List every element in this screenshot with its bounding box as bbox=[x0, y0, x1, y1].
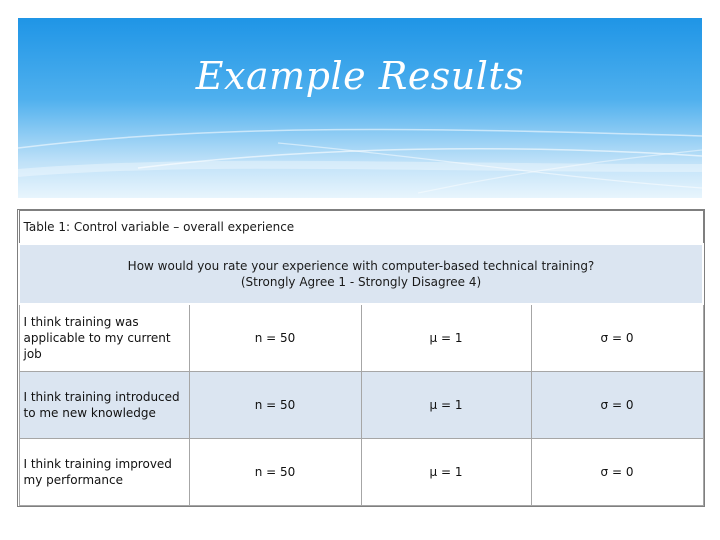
table-caption-text: Table 1: Control variable – overall experience bbox=[23, 220, 295, 234]
results-table bbox=[18, 210, 704, 506]
table-row bbox=[19, 439, 703, 506]
sample-size: n = 50 bbox=[189, 304, 361, 372]
survey-question bbox=[19, 244, 703, 304]
mean-value: μ = 1 bbox=[361, 304, 531, 372]
std-dev-value: σ = 0 bbox=[531, 304, 703, 372]
sample-size: n = 50 bbox=[189, 372, 361, 439]
table-caption bbox=[19, 211, 703, 245]
question-scale: (Strongly Agree 1 - Strongly Disagree 4) bbox=[240, 275, 482, 289]
mean-value: μ = 1 bbox=[361, 372, 531, 439]
table-row bbox=[19, 304, 703, 372]
sample-size: n = 50 bbox=[189, 439, 361, 506]
title-banner bbox=[18, 18, 702, 198]
row-label: I think training was applicable to my current job bbox=[19, 304, 189, 372]
row-label: I think training introduced to me new knowledge bbox=[19, 372, 189, 439]
decorative-waves bbox=[18, 18, 702, 198]
mean-value: μ = 1 bbox=[361, 439, 531, 506]
std-dev-value: σ = 0 bbox=[531, 439, 703, 506]
row-label: I think training improved my performance bbox=[19, 439, 189, 506]
question-text: How would you rate your experience with computer-based technical training? bbox=[127, 259, 595, 273]
slide-title: Example Results bbox=[195, 54, 525, 98]
table-row bbox=[19, 372, 703, 439]
std-dev-value: σ = 0 bbox=[531, 372, 703, 439]
